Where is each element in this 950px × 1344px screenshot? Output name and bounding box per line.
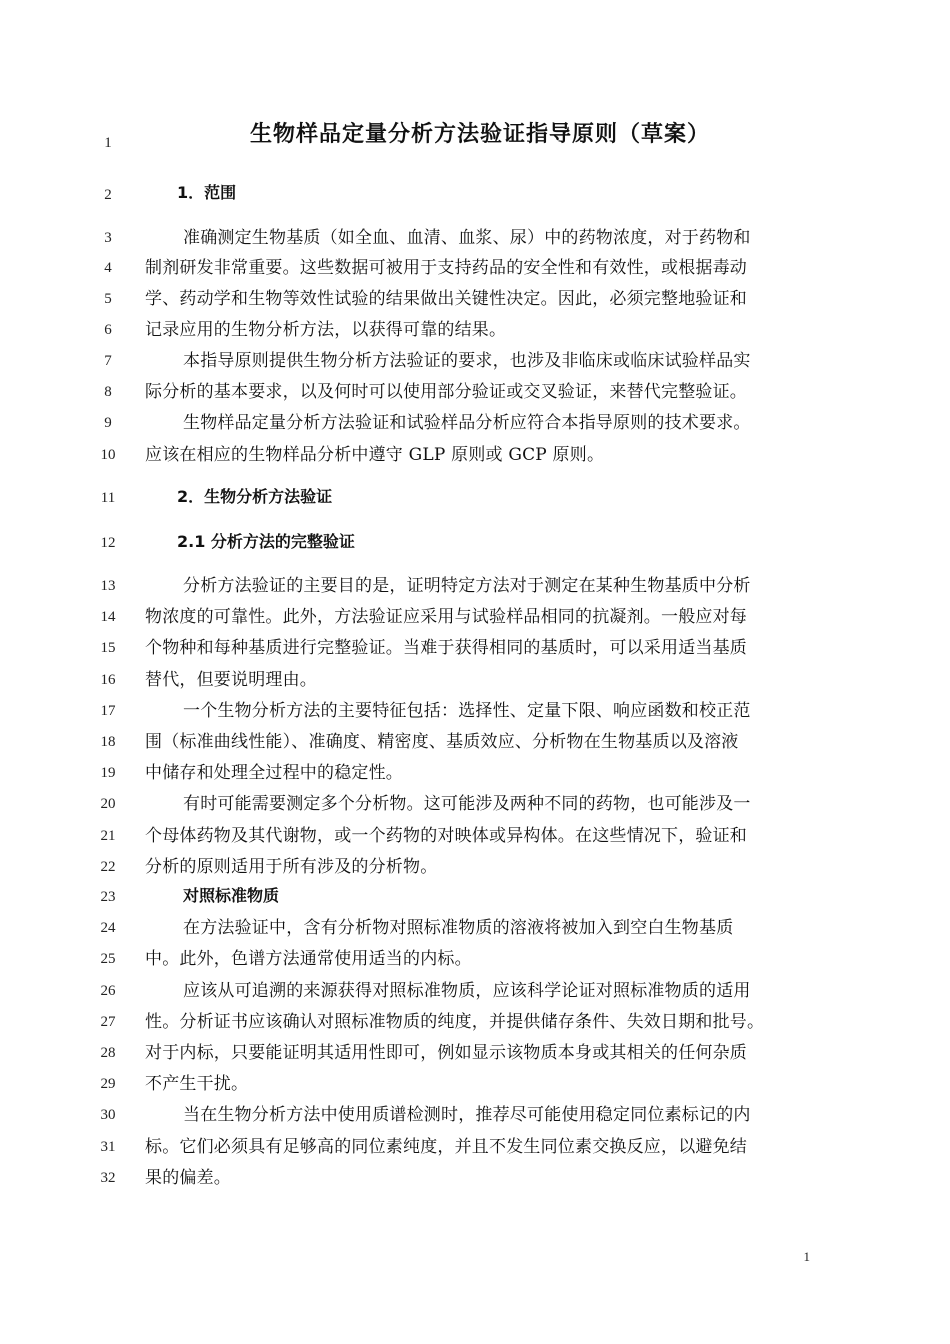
document-title: 生物样品定量分析方法验证指导原则（草案）: [249, 122, 710, 147]
body-line: 在方法验证中，含有分析物对照标准物质的溶液将被加入到空白生物基质: [183, 918, 734, 938]
body-line: 不产生干扰。: [145, 1074, 249, 1094]
line-number: 13: [100, 578, 116, 594]
line-number: 15: [100, 640, 116, 656]
line-number: 11: [100, 490, 116, 506]
body-line: 本指导原则提供生物分析方法验证的要求，也涉及非临床或临床试验样品实: [183, 351, 751, 371]
body-line: 际分析的基本要求，以及何时可以使用部分验证或交叉验证，来替代完整验证。: [145, 382, 747, 402]
line-number: 5: [104, 291, 112, 307]
body-line: 学、药动学和生物等效性试验的结果做出关键性决定。因此，必须完整地验证和: [145, 289, 747, 309]
line-number: 14: [100, 609, 116, 625]
line-number: 32: [100, 1170, 116, 1186]
line-number: 30: [100, 1107, 116, 1123]
body-line: 个母体药物及其代谢物，或一个药物的对映体或异构体。在这些情况下，验证和: [145, 826, 747, 846]
line-number: 3: [104, 230, 112, 246]
line-number: 23: [100, 889, 116, 905]
line-number: 4: [104, 260, 112, 276]
line-number: 18: [100, 734, 116, 750]
line-number: 22: [100, 859, 116, 875]
body-line: 果的偏差。: [145, 1168, 231, 1188]
body-line: 生物样品定量分析方法验证和试验样品分析应符合本指导原则的技术要求。: [183, 413, 751, 433]
line-number: 31: [100, 1139, 116, 1155]
body-line: 标。它们必须具有足够高的同位素纯度，并且不发生同位素交换反应，以避免结: [145, 1137, 747, 1157]
body-line: 分析方法验证的主要目的是，证明特定方法对于测定在某种生物基质中分析: [183, 576, 751, 596]
line-number: 16: [100, 672, 116, 688]
line-number: 1: [104, 135, 112, 151]
body-line: 性。分析证书应该确认对照标准物质的纯度，并提供储存条件、失效日期和批号。: [145, 1012, 765, 1032]
line-number: 29: [100, 1076, 116, 1092]
body-line: 应该从可追溯的来源获得对照标准物质，应该科学论证对照标准物质的适用: [183, 981, 751, 1001]
line-number: 12: [100, 535, 116, 551]
body-line: 围（标准曲线性能）、准确度、精密度、基质效应、分析物在生物基质以及溶液: [145, 732, 739, 752]
section-heading-scope: 1．范围: [177, 183, 237, 202]
body-line: 制剂研发非常重要。这些数据可被用于支持药品的安全性和有效性，或根据毒动: [145, 258, 747, 278]
line-number: 27: [100, 1014, 116, 1030]
line-number: 19: [100, 765, 116, 781]
line-number: 25: [100, 951, 116, 967]
body-line: 当在生物分析方法中使用质谱检测时，推荐尽可能使用稳定同位素标记的内: [183, 1105, 751, 1125]
line-number: 2: [104, 187, 112, 203]
line-number: 20: [100, 796, 116, 812]
line-number: 24: [100, 920, 116, 936]
line-number: 26: [100, 983, 116, 999]
line-number: 8: [104, 384, 112, 400]
body-line: 记录应用的生物分析方法，以获得可靠的结果。: [145, 320, 507, 340]
line-number: 10: [100, 447, 116, 463]
page-number: 1: [803, 1249, 810, 1264]
line-number: 17: [100, 703, 116, 719]
section-heading-validation: 2．生物分析方法验证: [177, 487, 333, 506]
body-line: 有时可能需要测定多个分析物。这可能涉及两种不同的药物，也可能涉及一: [183, 794, 751, 814]
line-number: 21: [100, 828, 116, 844]
subsection-heading-reference: 对照标准物质: [183, 886, 280, 905]
line-number: 7: [104, 353, 112, 369]
body-line: 中储存和处理全过程中的稳定性。: [145, 763, 403, 783]
line-number: 6: [104, 322, 112, 338]
body-line: 对于内标，只要能证明其适用性即可，例如显示该物质本身或其相关的任何杂质: [145, 1043, 747, 1063]
body-line: 分析的原则适用于所有涉及的分析物。: [145, 857, 438, 877]
body-line: 中。此外，色谱方法通常使用适当的内标。: [145, 949, 472, 969]
line-number: 9: [104, 415, 112, 431]
body-line: 准确测定生物基质（如全血、血清、血浆、尿）中的药物浓度，对于药物和: [183, 228, 751, 248]
body-line: 个物种和每种基质进行完整验证。当难于获得相同的基质时，可以采用适当基质: [145, 638, 747, 658]
section-heading-full-validation: 2.1 分析方法的完整验证: [177, 532, 355, 551]
body-line: 一个生物分析方法的主要特征包括：选择性、定量下限、响应函数和校正范: [183, 701, 751, 721]
body-line: 物浓度的可靠性。此外，方法验证应采用与试验样品相同的抗凝剂。一般应对每: [145, 607, 747, 627]
line-number: 28: [100, 1045, 116, 1061]
body-line: 替代，但要说明理由。: [145, 670, 317, 690]
body-line: 应该在相应的生物样品分析中遵守 GLP 原则或 GCP 原则。: [145, 445, 605, 465]
